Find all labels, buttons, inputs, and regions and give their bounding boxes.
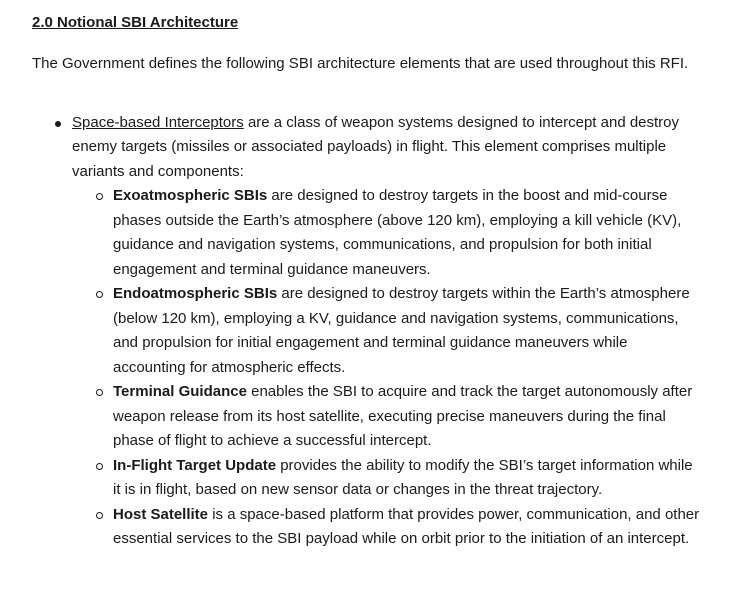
list-item-endoatmospheric-sbis [113,282,700,380]
section-heading: 2.0 Notional SBI Architecture [32,14,239,31]
list-item-terminal-guidance [113,380,700,454]
element-list [32,111,700,552]
component-list [72,184,700,552]
list-item-host-satellite [113,503,700,552]
list-item-space-based-interceptors [72,111,700,552]
section-intro: The Government defines the following SBI architecture elements that are used throughout this RFI. [32,55,689,72]
description-host-satellite: is a space-based platform that provides power, communication, and other essential services to the SBI payload while on orbit prior to the initiation of an intercept. [113,505,700,547]
description-in-flight-target-update: provides the ability to modify the SBI’s target information while it is in flight, based on new sensor data or changes in the threat trajectory. [113,456,693,498]
description-terminal-guidance: enables the SBI to acquire and track the target autonomously after weapon release from its host satellite, executing precise maneuvers during the final phase of flight to achieve a successful intercept. [113,383,693,449]
description-space-based-interceptors: are a class of weapon systems designed to intercept and destroy enemy targets (missiles or associated payloads) in flight. This element comprises multiple variants and components: [72,113,680,180]
term-endoatmospheric-sbis: Endoatmospheric SBIs [113,285,278,302]
term-space-based-interceptors: Space-based Interceptors [72,113,244,131]
list-item-exoatmospheric-sbis [113,184,700,282]
description-endoatmospheric-sbis: are designed to destroy targets within the Earth’s atmosphere (below 120 km), employing a KV, guidance and navigation systems, communications, and propulsion for initial engagement and terminal guidance maneuvers while accounting for atmospheric effects. [113,285,690,376]
description-exoatmospheric-sbis: are designed to destroy targets in the boost and mid-course phases outside the Earth’s atmosphere (above 120 km), employing a kill vehicle (KV), guidance and navigation systems, communications, and propulsion for both initial engagement and terminal guidance maneuvers. [113,187,682,278]
term-host-satellite: Host Satellite [113,505,209,523]
list-item-in-flight-target-update [113,454,700,503]
term-exoatmospheric-sbis: Exoatmospheric SBIs [113,187,268,204]
term-terminal-guidance: Terminal Guidance [113,383,247,400]
term-in-flight-target-update: In-Flight Target Update [113,456,277,474]
